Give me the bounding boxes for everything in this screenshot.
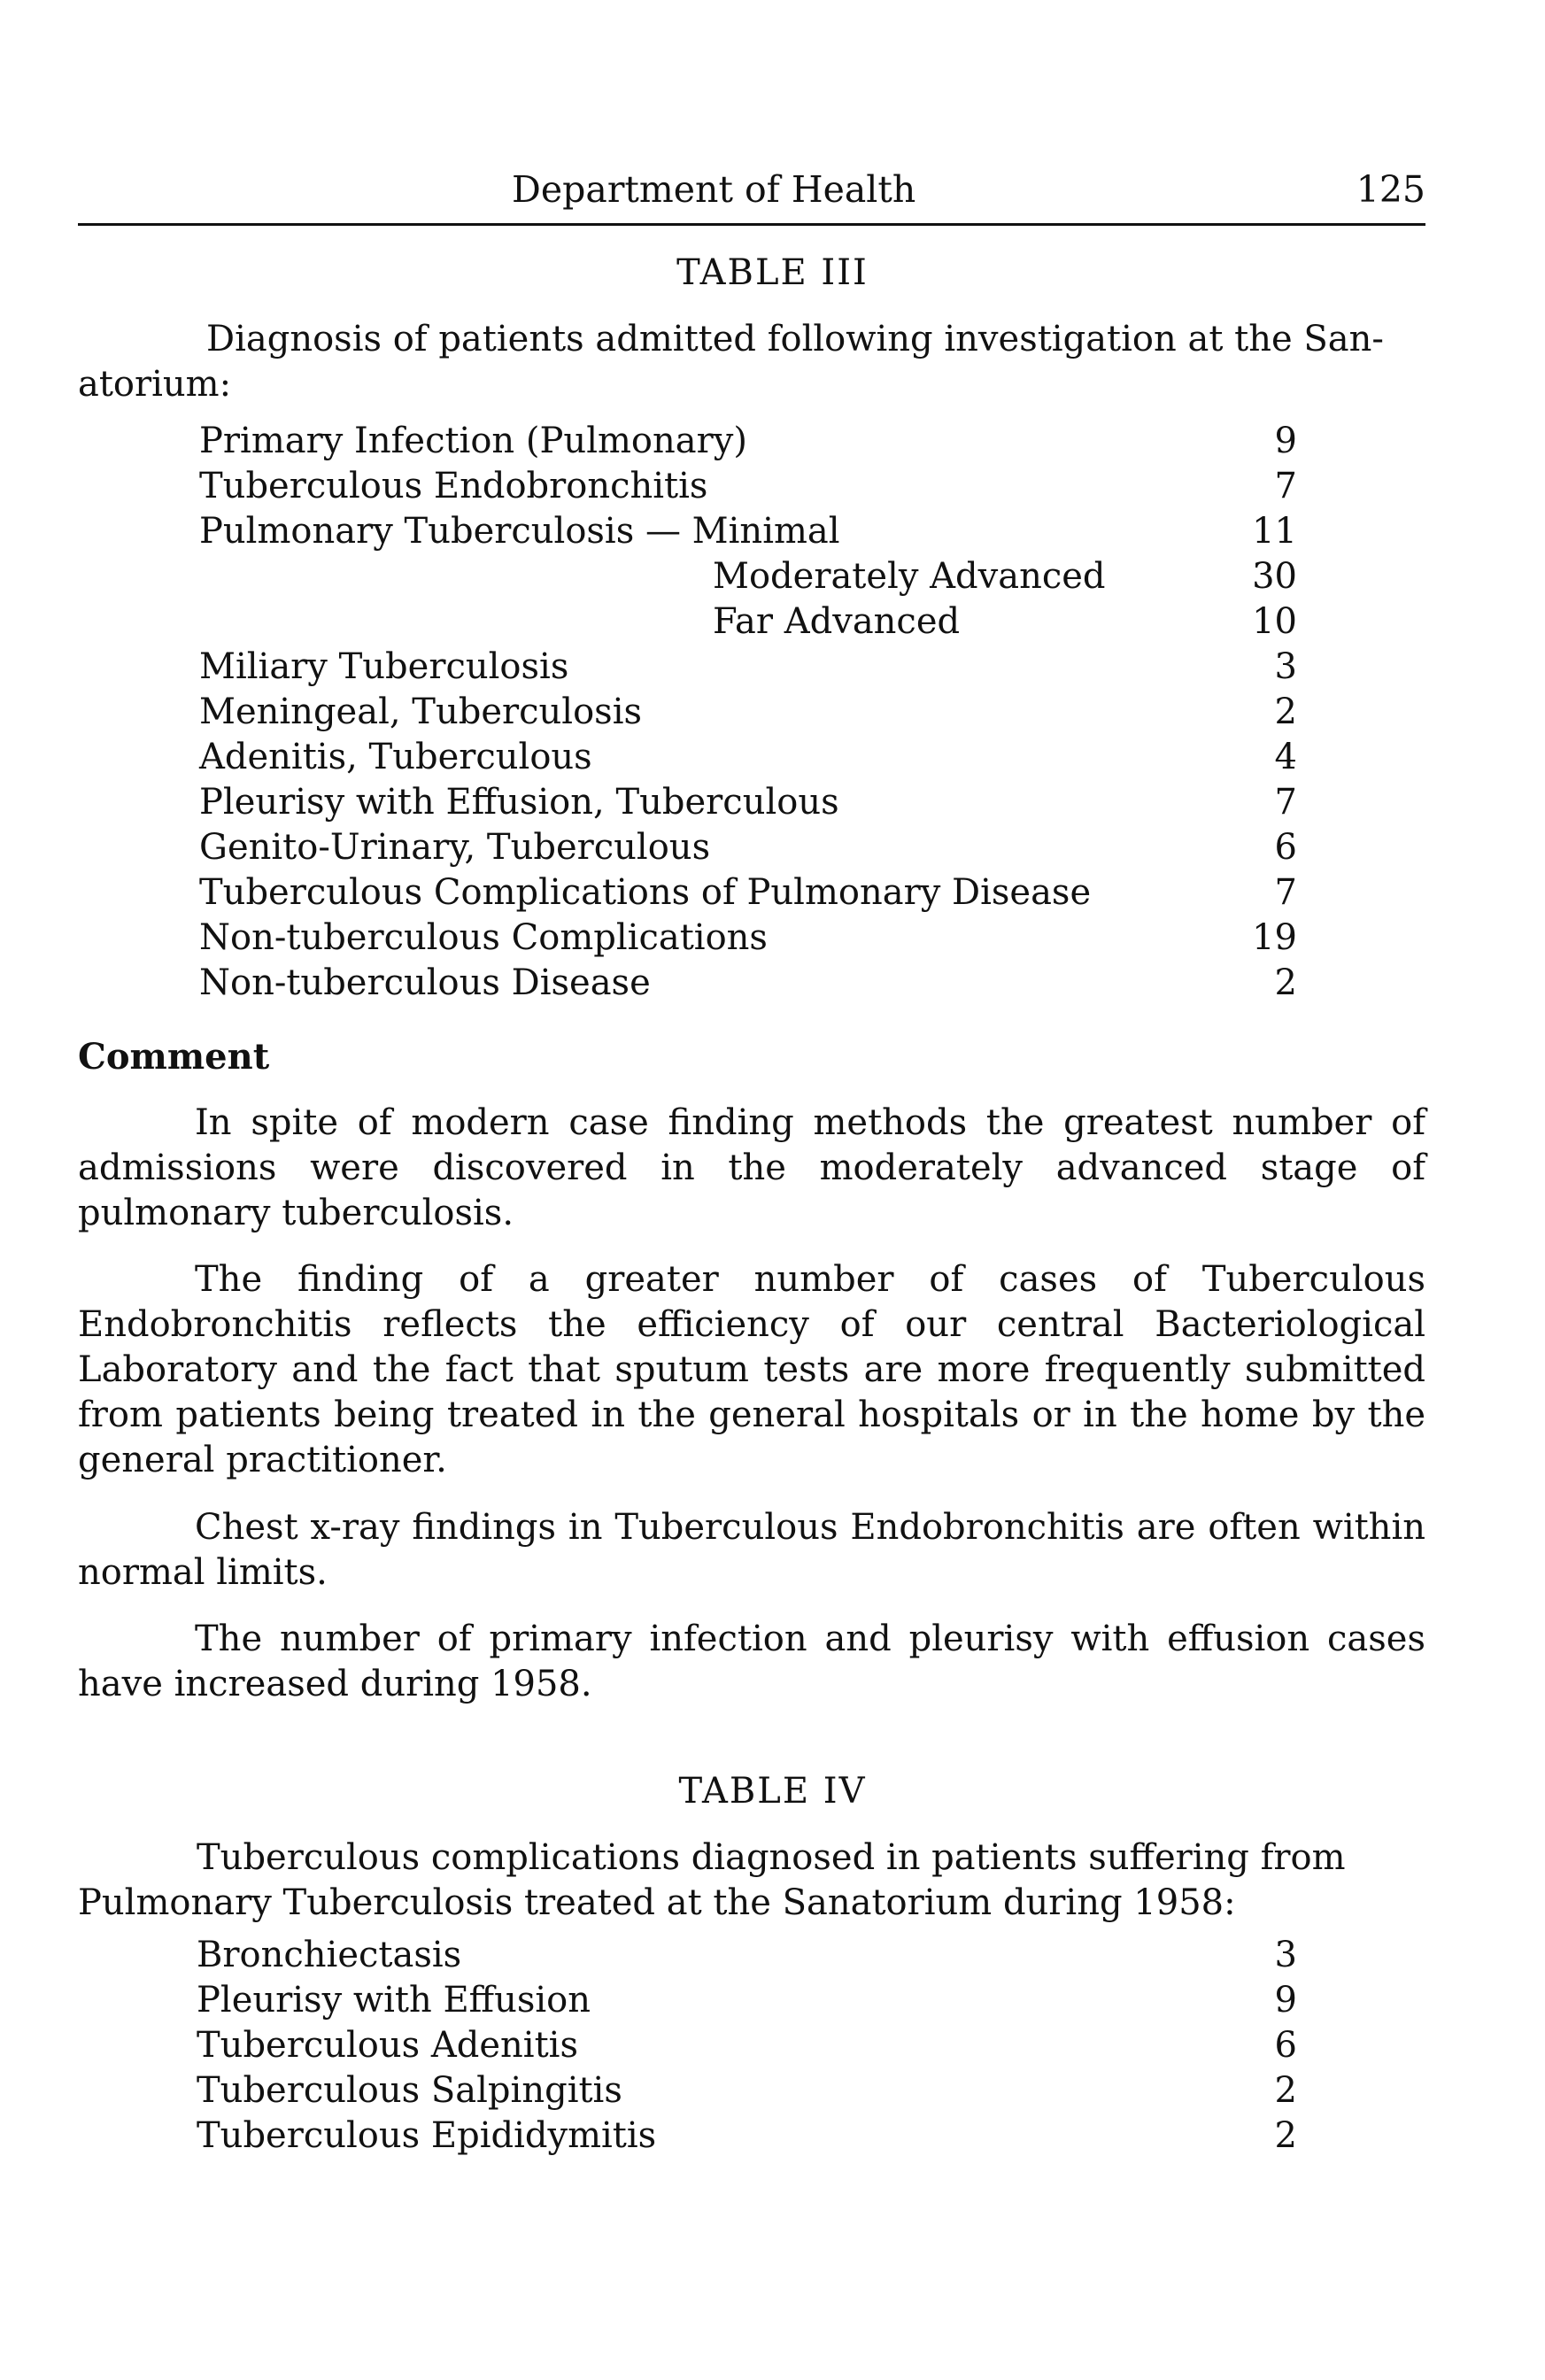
- row-value: 2: [1274, 692, 1297, 732]
- row-label: Tuberculous Adenitis: [197, 2025, 578, 2066]
- table-row: [199, 872, 1297, 916]
- row-value: 7: [1274, 782, 1297, 823]
- table-row: [199, 782, 1297, 826]
- table-row: [199, 601, 1297, 645]
- row-label: Moderately Advanced: [713, 556, 1106, 597]
- row-label: Pleurisy with Effusion, Tuberculous: [199, 782, 839, 823]
- row-label: Primary Infection (Pulmonary): [199, 421, 747, 461]
- table-row: [197, 2070, 1297, 2114]
- row-value: 6: [1274, 827, 1297, 868]
- table-row: [199, 466, 1297, 510]
- table-row: [199, 737, 1297, 781]
- row-value: 6: [1274, 2025, 1297, 2066]
- table-row: [199, 827, 1297, 871]
- row-label: Non-tuberculous Complications: [199, 917, 768, 958]
- table-iv-title: TABLE IV: [678, 1771, 867, 1812]
- comment-paragraph-text: The finding of a greater number of cases of Tuberculous Endobronchitis reflects the efficiency of our central Bacteriological Laboratory and the fact that sputum tests are more frequently submitted from patients being treated in the general hospitals or in the home by the general practitioner.: [78, 1259, 1425, 1480]
- table-row: [199, 421, 1297, 465]
- table-iv-intro-line1: Tuberculous complications diagnosed in patients suffering from: [197, 1837, 1346, 1878]
- row-value: 4: [1274, 737, 1297, 777]
- row-label: Miliary Tuberculosis: [199, 646, 569, 687]
- table-row: [197, 1980, 1297, 2024]
- page-number: 125: [1356, 168, 1425, 211]
- table-row: [197, 2115, 1297, 2160]
- table-iv-intro-line2: Pulmonary Tuberculosis treated at the Sanatorium during 1958:: [78, 1882, 1236, 1923]
- row-value: 2: [1274, 2070, 1297, 2111]
- row-label: Bronchiectasis: [197, 1935, 462, 1975]
- row-value: 7: [1274, 872, 1297, 913]
- row-value: 11: [1252, 511, 1297, 552]
- comment-paragraph: [78, 1257, 1425, 1483]
- comment-paragraph: [78, 1101, 1425, 1236]
- header-rule: [78, 223, 1425, 226]
- row-label: Adenitis, Tuberculous: [199, 737, 592, 777]
- row-label: Pulmonary Tuberculosis — Minimal: [199, 511, 840, 552]
- row-value: 3: [1274, 646, 1297, 687]
- table-row: [199, 511, 1297, 555]
- row-label: Tuberculous Epididymitis: [197, 2115, 657, 2156]
- table-iii-intro-line1: Diagnosis of patients admitted following investigation at the San-: [206, 319, 1384, 359]
- row-label: Tuberculous Endobronchitis: [199, 466, 708, 506]
- comment-paragraph-text: In spite of modern case finding methods the greatest number of admissions were discovered in the moderately advanced stage of pulmonary tuberculosis.: [78, 1102, 1425, 1233]
- comment-paragraph: [78, 1617, 1425, 1707]
- row-value: 10: [1252, 601, 1297, 642]
- table-row: [199, 646, 1297, 691]
- row-value: 9: [1274, 421, 1297, 461]
- comment-paragraph: [78, 1505, 1425, 1596]
- table-row: [197, 1935, 1297, 1979]
- row-value: 9: [1274, 1980, 1297, 2021]
- table-row: [199, 556, 1297, 600]
- comment-paragraph-text: The number of primary infection and pleurisy with effusion cases have increased during 1958.: [78, 1619, 1425, 1704]
- row-label: Meningeal, Tuberculosis: [199, 692, 643, 732]
- row-label: Far Advanced: [713, 601, 961, 642]
- table-iii-title: TABLE III: [676, 252, 869, 293]
- row-value: 7: [1274, 466, 1297, 506]
- row-value: 30: [1252, 556, 1297, 597]
- row-value: 3: [1274, 1935, 1297, 1975]
- row-label: Pleurisy with Effusion: [197, 1980, 591, 2021]
- table-iii-intro-line2: atorium:: [78, 364, 232, 405]
- table-row: [199, 692, 1297, 736]
- row-label: Genito-Urinary, Tuberculous: [199, 827, 711, 868]
- row-label: Tuberculous Salpingitis: [197, 2070, 622, 2111]
- row-value: 2: [1274, 962, 1297, 1003]
- table-row: [199, 962, 1297, 1007]
- comment-heading: Comment: [78, 1036, 270, 1078]
- table-row: [199, 917, 1297, 962]
- table-row: [197, 2025, 1297, 2069]
- row-label: Tuberculous Complications of Pulmonary Disease: [199, 872, 1092, 913]
- row-value: 2: [1274, 2115, 1297, 2156]
- running-header-title: Department of Health: [512, 168, 916, 211]
- row-value: 19: [1252, 917, 1297, 958]
- comment-paragraph-text: Chest x-ray findings in Tuberculous Endobronchitis are often within normal limits.: [78, 1507, 1425, 1593]
- row-label: Non-tuberculous Disease: [199, 962, 651, 1003]
